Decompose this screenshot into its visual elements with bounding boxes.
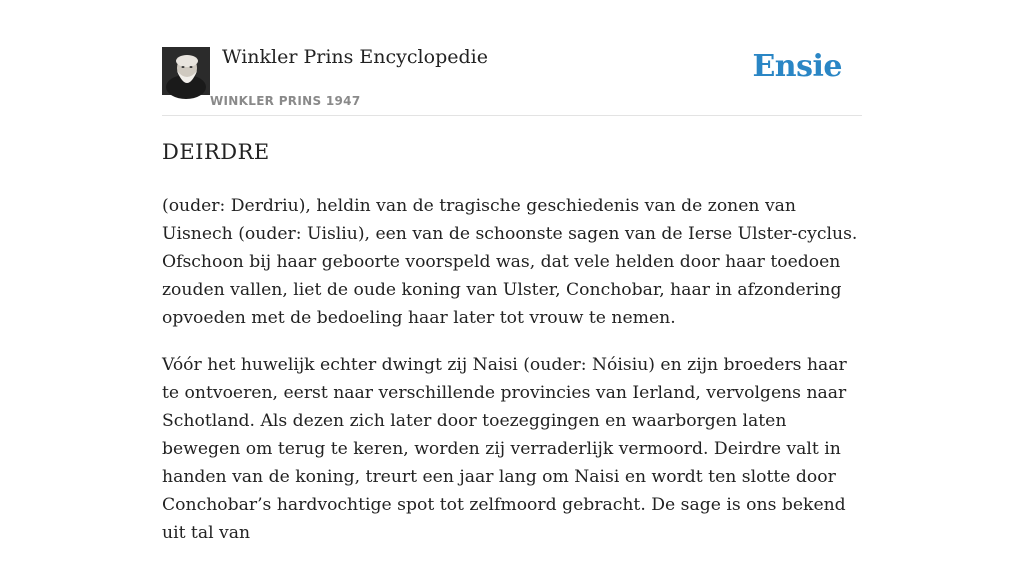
page-container <box>162 0 862 543</box>
entry-paragraph: Vóór het huwelijk echter dwingt zij Naisi (ouder: Nóisiu) en zijn broeders haar te ontvoeren, eerst naar verschillende provincies van Ierland, vervolgens naar Schotland. Als dezen zich later door toezeggingen en waarborgen laten bewegen om terug te keren, worden zij verraderlijk vermoord. Deirdre valt in handen van de koning, treurt een jaar lang om Naisi en wordt ten slotte door Conchobar’s hardvochtige spot tot zelfmoord gebracht. De sage is ons bekend uit tal van <box>162 355 847 543</box>
source-header <box>162 0 862 116</box>
ensie-logo[interactable]: Ensie <box>752 49 842 84</box>
source-subtitle[interactable]: WINKLER PRINS 1947 <box>210 94 361 108</box>
entry-paragraph: (ouder: Derdriu), heldin van de tragische geschiedenis van de zonen van Uisnech (ouder: Uisliu), een van de schoonste sagen van de Ierse Ulster-cyclus. Ofschoon bij haar geboorte voorspeld was, dat vele helden door haar toedoen zouden vallen, liet de oude koning van Ulster, Conchobar, haar in afzondering opvoeden met de bedoeling haar later tot vrouw te nemen. <box>162 196 858 328</box>
entry-title: DEIRDRE <box>162 140 270 164</box>
entry-body <box>162 192 862 566</box>
source-title[interactable]: Winkler Prins Encyclopedie <box>222 46 488 68</box>
bearded-man-portrait-icon[interactable] <box>162 47 210 95</box>
